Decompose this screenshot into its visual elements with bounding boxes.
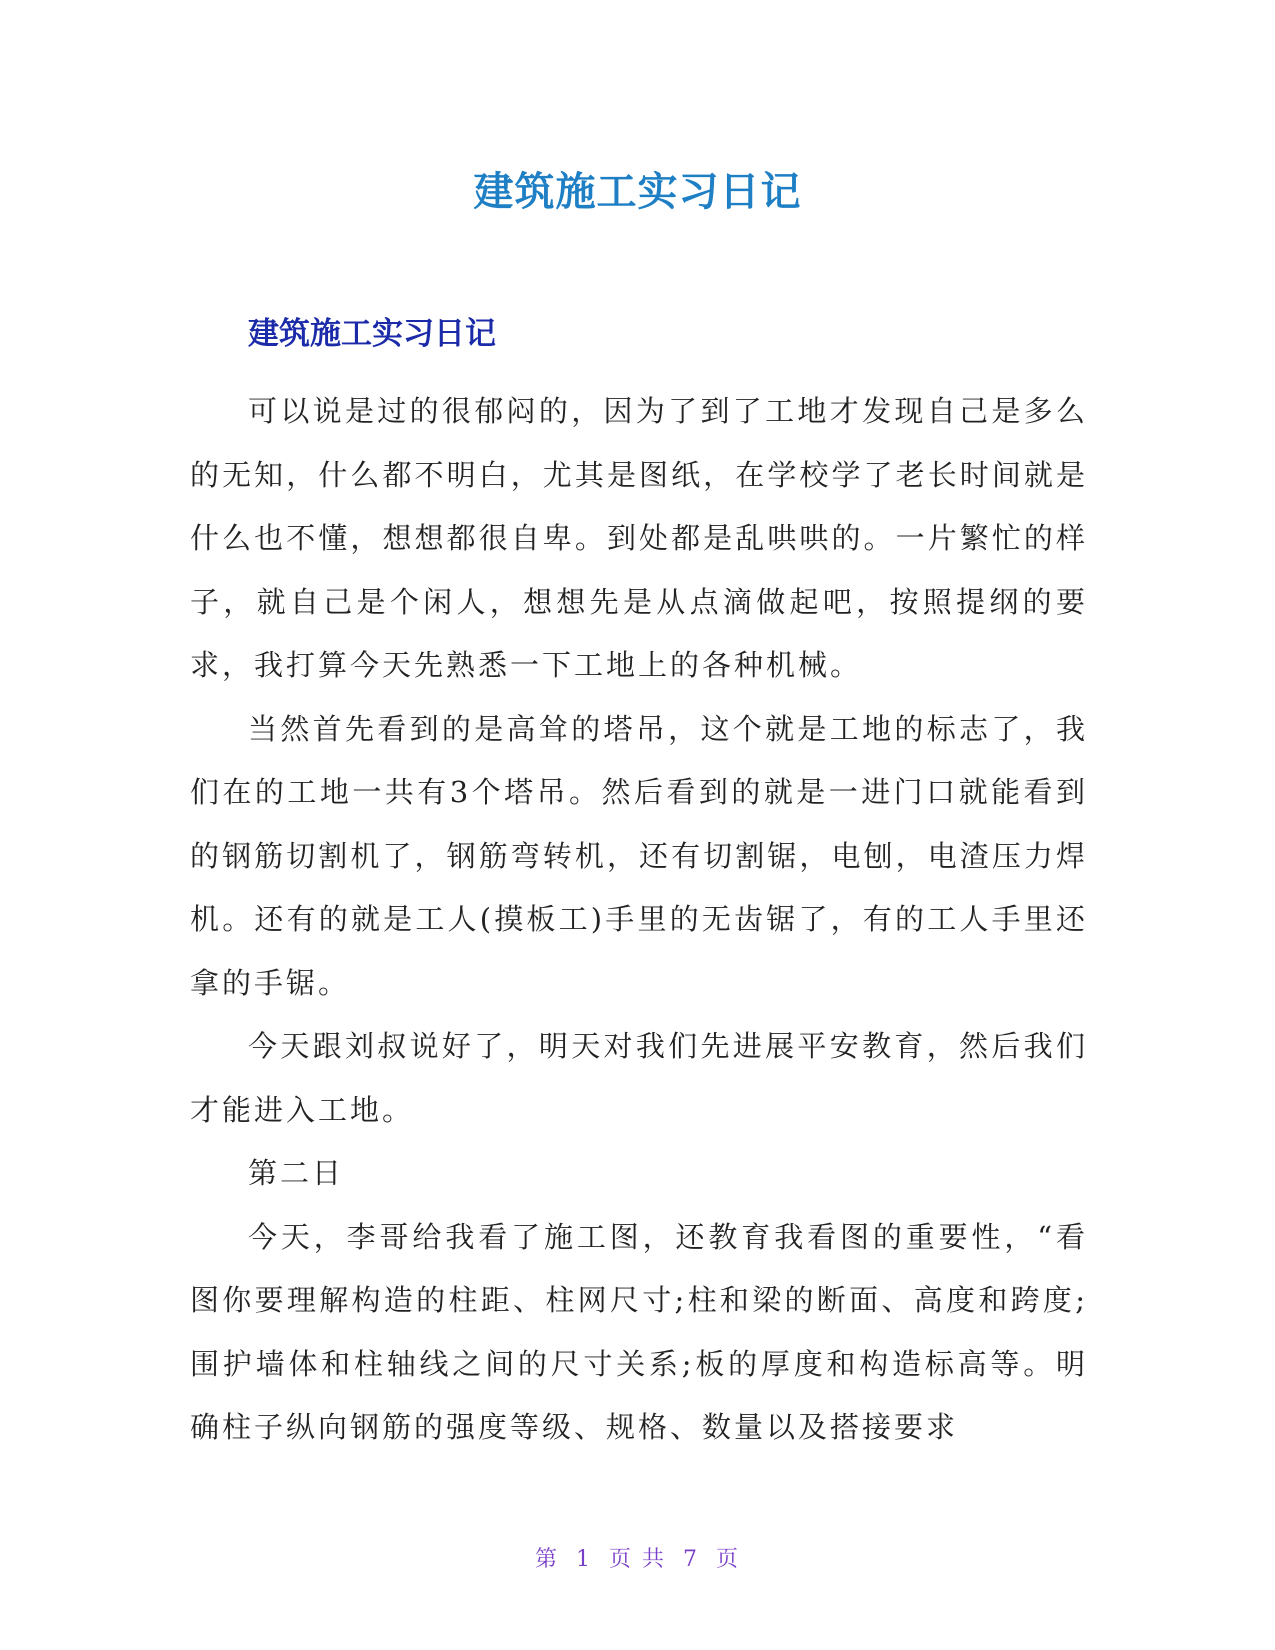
page-title: 建筑施工实习日记 xyxy=(473,169,802,215)
section-heading: 建筑施工实习日记 xyxy=(248,316,496,352)
paragraph: 当然首先看到的是高耸的塔吊，这个就是工地的标志了，我们在的工地一共有3个塔吊。然后看到的就是一进门口就能看到的钢筋切割机了，钢筋弯转机，还有切割锯，电刨，电渣压力焊机。还有的就是工人(摸板工)手里的无齿锯了，有的工人手里还拿的手锯。 xyxy=(190,711,1088,1000)
day-heading: 第二日 xyxy=(248,1156,345,1190)
page-footer xyxy=(0,1542,1275,1573)
paragraph: 可以说是过的很郁闷的，因为了到了工地才发现自己是多么的无知，什么都不明白，尤其是图纸，在学校学了老长时间就是什么也不懂，想想都很自卑。到处都是乱哄哄的。一片繁忙的样子，就自己是个闲人，想想先是从点滴做起吧，按照提纲的要求，我打算今天先熟悉一下工地上的各种机械。 xyxy=(190,394,1088,682)
footer-middle: 页 共 xyxy=(609,1547,666,1572)
current-page-number: 1 xyxy=(576,1547,592,1572)
footer-suffix: 页 xyxy=(716,1547,741,1572)
paragraph: 今天，李哥给我看了施工图，还教育我看图的重要性，“看图你要理解构造的柱距、柱网尺寸;柱和梁的断面、高度和跨度;围护墙体和柱轴线之间的尺寸关系;板的厚度和构造标高等。明确柱子纵向钢筋的强度等级、规格、数量以及搭接要求 xyxy=(190,1219,1088,1444)
footer-prefix: 第 xyxy=(534,1547,559,1572)
total-page-count: 7 xyxy=(683,1547,699,1572)
body-text xyxy=(190,380,1088,1460)
paragraph: 今天跟刘叔说好了，明天对我们先进展平安教育，然后我们才能进入工地。 xyxy=(190,1029,1088,1127)
